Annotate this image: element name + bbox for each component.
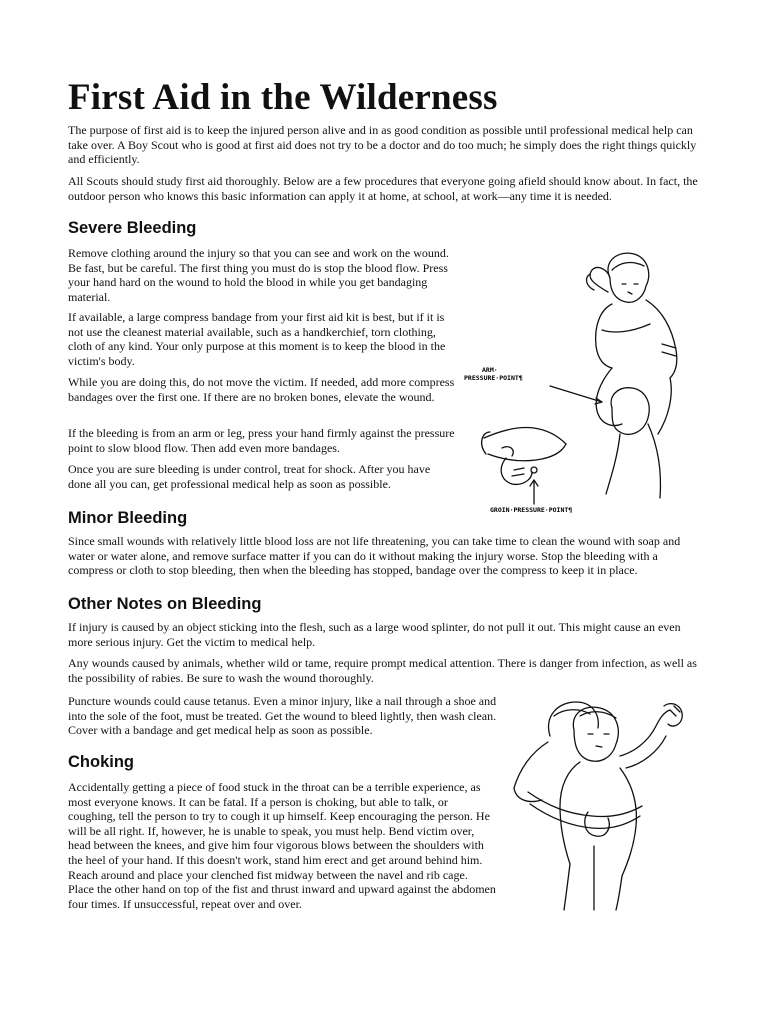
arm-pressure-label-line1: ARM· [482,366,498,374]
severe-bleeding-paragraph-5: Once you are sure bleeding is under control, treat for shock. After you have done all you can, get professional medical help as soon as possible. [68,462,431,491]
choking-paragraph-1: Accidentally getting a piece of food stuck in the throat can be a terrible experience, as most everyone knows. It can be fatal. If a person is choking, but able to talk, or coughing, tell the person to try to cough it up himself. Keep encouraging the person. He will be all right. If, however, he is unable to speak, you must help. Bend victim over, head between the knees, and give him four vigorous blows between the shoulders with the heel of your hand. If this doesn't work, stand him erect and get around behind him. Reach around and place your clenched fist midway between the navel and rib cage. Place the other hand on top of the fist and thrust inward and upward against the abdomen four times. If unsuccessful, repeat over and over. [68,780,496,911]
intro-paragraph-1: The purpose of first aid is to keep the injured person alive and in as good condition as possible until professional medical help can take over. A Boy Scout who is good at first aid does not try to be a doctor and do too much; he simply does the right things quickly and efficiently. [68,123,697,167]
minor-bleeding-paragraph-1: Since small wounds with relatively little blood loss are not life threatening, you can take time to clean the wound with soap and water or water alone, and remove surface matter if you can do it without making the injury worse. Stop the bleeding with a compress or cloth to stop bleeding, then when the bleeding has stopped, bandage over the compress to keep it in place. [68,534,681,578]
severe-bleeding-paragraph-1: Remove clothing around the injury so that you can see and work on the wound. Be fast, but be careful. The first thing you must do is stop the blood flow. Press your hand hard on the wound to hold the blood in while you get bandaging material. [68,246,449,304]
pressure-point-drawing [462,248,697,516]
groin-pressure-label: GROIN·PRESSURE·POINT¶ [490,506,573,514]
severe-bleeding-paragraph-2: If available, a large compress bandage from your first aid kit is best, but if it is not use the cleanest material available, such as a handkerchief, torn clothing, cloth of any kind. Your only purpose at this moment is to keep the blood in the victim's body. [68,310,446,368]
choking-heading: Choking [68,753,134,771]
arm-pressure-label-line2: PRESSURE·POINT¶ [464,374,523,382]
minor-bleeding-heading: Minor Bleeding [68,509,188,527]
severe-bleeding-paragraph-4: If the bleeding is from an arm or leg, press your hand firmly against the pressure point to slow blood flow. Then add even more bandages. [68,426,455,455]
other-notes-paragraph-2: Any wounds caused by animals, whether wild or tame, require prompt medical attention. There is danger from infection, as well as the possibility of rabies. Be sure to wash the wound thoroughly. [68,656,697,685]
choking-illustration [508,696,712,912]
other-notes-heading: Other Notes on Bleeding [68,595,262,613]
other-notes-paragraph-3: Puncture wounds could cause tetanus. Even a minor injury, like a nail through a shoe and into the sole of the foot, must be treated. Get the wound to bleed lightly, then wash clean. Cover with a bandage and get medical help as soon as possible. [68,694,497,738]
heimlich-drawing [508,696,712,912]
other-notes-paragraph-1: If injury is caused by an object sticking into the flesh, such as a large wood splinter, do not pull it out. This might cause an even more serious injury. Get the victim to medical help. [68,620,681,649]
intro-paragraph-2: All Scouts should study first aid thoroughly. Below are a few procedures that everyone going afield should know about. In fact, the outdoor person who knows this basic information can apply it at home, at school, at work—any time it is needed. [68,174,698,203]
severe-bleeding-heading: Severe Bleeding [68,219,197,237]
pressure-point-illustration [462,248,697,516]
page-title: First Aid in the Wilderness [68,77,498,118]
severe-bleeding-paragraph-3: While you are doing this, do not move the victim. If needed, add more compress bandages over the first one. If there are no broken bones, elevate the wound. [68,375,455,404]
